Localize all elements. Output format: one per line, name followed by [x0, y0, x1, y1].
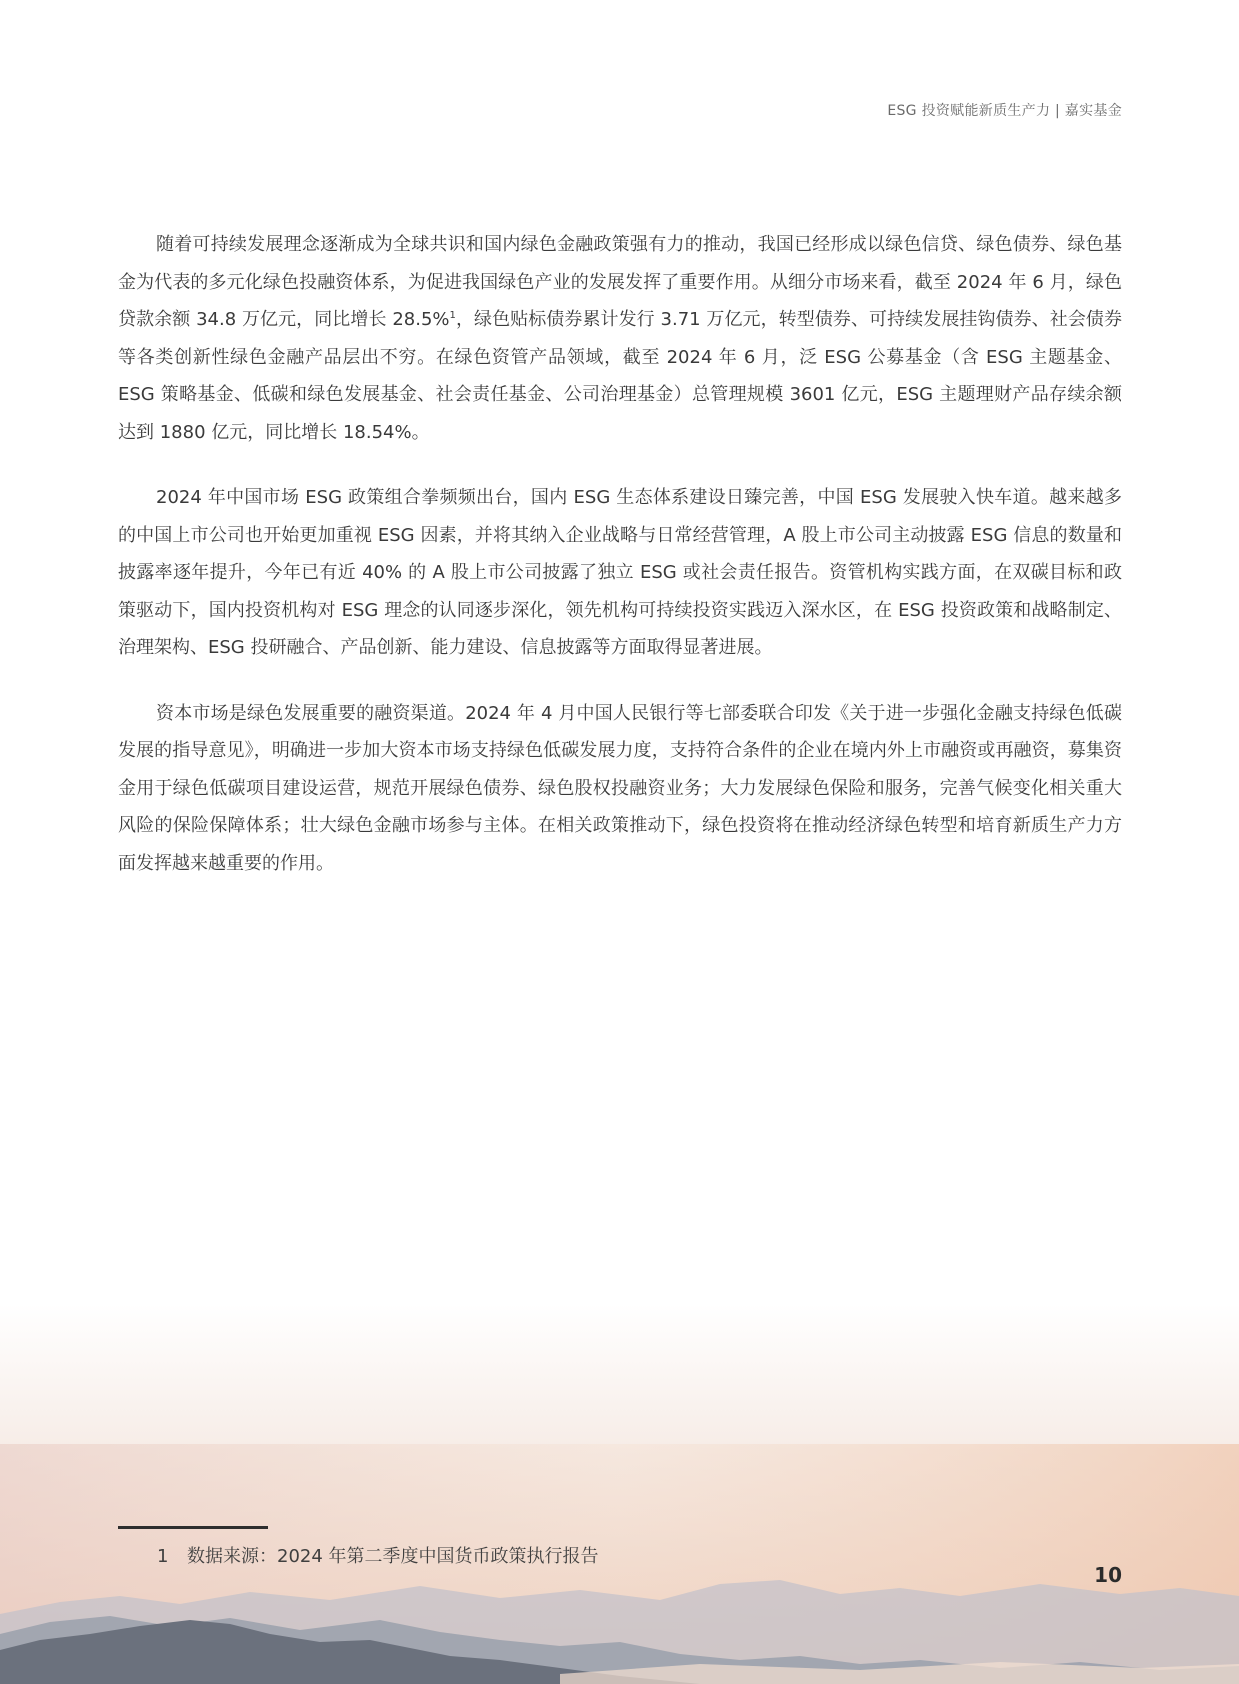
paragraph-2: 2024 年中国市场 ESG 政策组合拳频频出台，国内 ESG 生态体系建设日臻完善，中国 ESG 发展驶入快车道。越来越多的中国上市公司也开始更加重视 ESG 因素，并将其纳入企业战略与日常经营管理，A 股上市公司主动披露 ESG 信息的数量和披露率逐年提升，今年已有近 40% 的 A 股上市公司披露了独立 ESG 或社会责任报告。资管机构实践方面，在双碳目标和政策驱动下，国内投资机构对 ESG 理念的认同逐步深化，领先机构可持续投资实践迈入深水区，在 ESG 投资政策和战略制定、治理架构、ESG 投研融合、产品创新、能力建设、信息披露等方面取得显著进展。: [118, 487, 1122, 658]
footnote: [157, 1542, 599, 1568]
running-header: ESG 投资赋能新质生产力 | 嘉实基金: [887, 103, 1122, 119]
footnote-divider: [118, 1526, 268, 1529]
paragraph-1: [118, 226, 1122, 451]
footnote-text: 数据来源：2024 年第二季度中国货币政策执行报告: [187, 1546, 599, 1567]
mountain-sunrise-backdrop: [0, 1304, 1239, 1684]
page-number: 10: [1094, 1563, 1122, 1587]
footnote-reference[interactable]: 1: [449, 310, 456, 321]
footnote-number: 1: [157, 1546, 169, 1567]
body-text: [118, 226, 1122, 910]
paragraph-1-continuation: ，绿色贴标债券累计发行 3.71 万亿元，转型债券、可持续发展挂钩债券、社会债券等各类创新性绿色金融产品层出不穷。在绿色资管产品领域，截至 2024 年 6 月，泛 ESG 公募基金（含 ESG 主题基金、ESG 策略基金、低碳和绿色发展基金、社会责任基金、公司治理基金）总管理规模 3601 亿元，ESG 主题理财产品存续余额达到 1880 亿元，同比增长 18.54%。: [118, 309, 1122, 443]
paragraph-3: 资本市场是绿色发展重要的融资渠道。2024 年 4 月中国人民银行等七部委联合印发《关于进一步强化金融支持绿色低碳发展的指导意见》，明确进一步加大资本市场支持绿色低碳发展力度，支持符合条件的企业在境内外上市融资或再融资，募集资金用于绿色低碳项目建设运营，规范开展绿色债券、绿色股权投融资业务；大力发展绿色保险和服务，完善气候变化相关重大风险的保险保障体系；壮大绿色金融市场参与主体。在相关政策推动下，绿色投资将在推动经济绿色转型和培育新质生产力方面发挥越来越重要的作用。: [118, 702, 1122, 874]
paragraph-1-text: 随着可持续发展理念逐渐成为全球共识和国内绿色金融政策强有力的推动，我国已经形成以绿色信贷、绿色债券、绿色基金为代表的多元化绿色投融资体系，为促进我国绿色产业的发展发挥了重要作用。从细分市场来看，截至 2024 年 6 月，绿色贷款余额 34.8 万亿元，同比增长 28.5%: [118, 234, 1122, 330]
